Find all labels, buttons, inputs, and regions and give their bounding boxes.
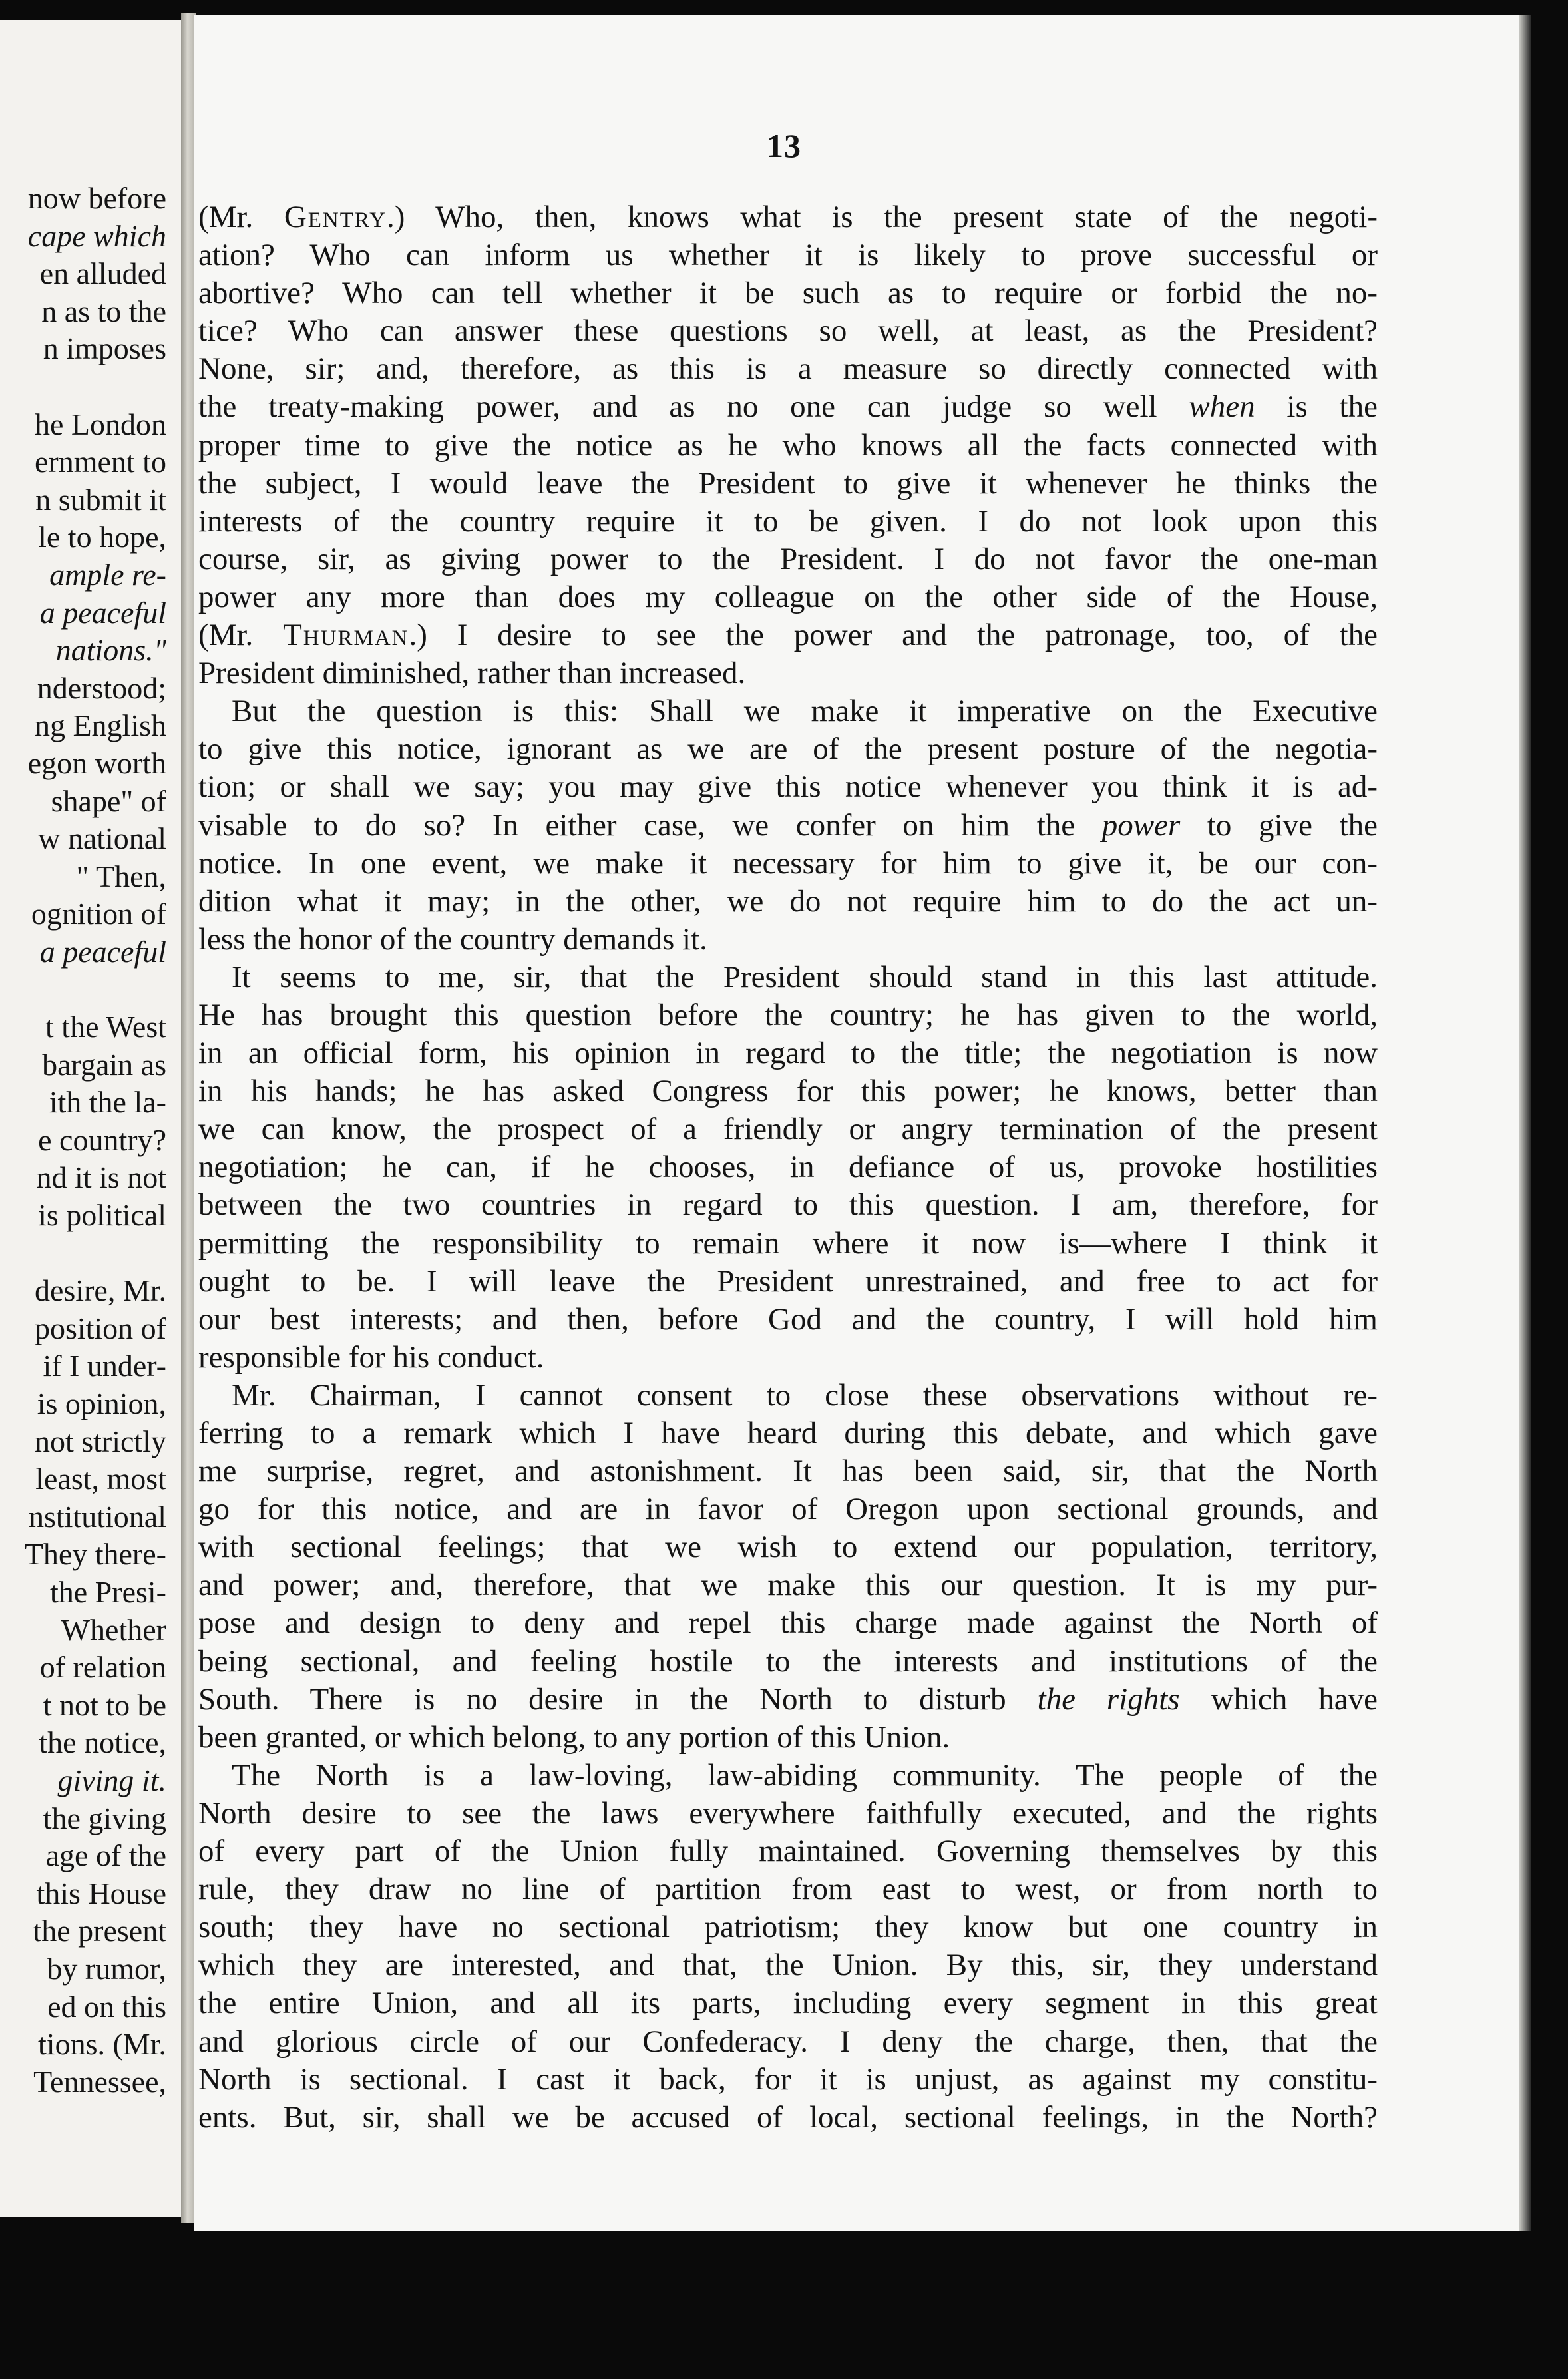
text-line: notice. In one event, we make it necessary for him to give it, be our con- <box>198 845 1378 881</box>
facing-page-line: the notice, <box>39 1725 166 1760</box>
text-line: The North is a law-loving, law-abiding community. The people of the <box>232 1757 1378 1793</box>
text-line: our best interests; and then, before God and the country, I will hold him <box>198 1301 1378 1337</box>
text-line: But the question is this: Shall we make it imperative on the Executive <box>232 694 1378 729</box>
facing-page-line: " Then, <box>76 859 166 893</box>
text-line: less the honor of the country demands it. <box>198 921 707 957</box>
text-line: visable to do so? In either case, we confer on him the power to give the <box>198 807 1378 843</box>
text-line: President diminished, rather than increased. <box>198 656 746 691</box>
text-line: in an official form, his opinion in regard to the title; the negotiation is now <box>198 1036 1378 1071</box>
facing-page-line: t not to be <box>43 1687 166 1722</box>
text-line: power any more than does my colleague on the other side of the House, <box>198 579 1378 614</box>
facing-page-line: not strictly <box>34 1424 166 1458</box>
text-line: the treaty-making power, and as no one can judge so well when is the <box>198 389 1378 425</box>
facing-page-line: of relation <box>39 1650 166 1685</box>
facing-page-line: is opinion, <box>37 1387 166 1420</box>
text-line: in his hands; he has asked Congress for this power; he knows, better than <box>198 1074 1378 1109</box>
facing-page-line: cape which <box>27 218 166 253</box>
facing-page-line: n imposes <box>43 331 166 366</box>
text-line: ents. But, sir, shall we be accused of local, sectional feelings, in the North? <box>198 2099 1378 2135</box>
text-line: and glorious circle of our Confederacy. I deny the charge, then, that the <box>198 2024 1378 2059</box>
facing-page-line: this House <box>36 1876 166 1910</box>
text-line: proper time to give the notice as he who knows all the facts connected with <box>198 427 1378 463</box>
text-line: me surprise, regret, and astonishment. It has been said, sir, that the North <box>198 1454 1378 1489</box>
text-line: the entire Union, and all its parts, including every segment in this great <box>198 1986 1378 2021</box>
text-line: with sectional feelings; that we wish to extend our population, territory, <box>198 1530 1378 1565</box>
facing-page-line: egon worth <box>27 746 166 780</box>
facing-page-line: t the West <box>45 1010 166 1044</box>
facing-page-line: nstitutional <box>29 1499 166 1534</box>
facing-page-line: the present <box>33 1914 166 1948</box>
text-line: south; they have no sectional patriotism; they know but one country in <box>198 1910 1378 1945</box>
facing-page-line: if I under- <box>43 1349 166 1383</box>
facing-page-line: n submit it <box>35 482 166 517</box>
facing-page-line: ample re- <box>49 557 166 592</box>
facing-page-line: bargain as <box>42 1047 166 1082</box>
facing-page-line: They there- <box>24 1537 166 1572</box>
facing-page-line: e country? <box>38 1122 166 1157</box>
book-spine <box>181 13 196 2223</box>
text-line: being sectional, and feeling hostile to the interests and institutions of the <box>198 1643 1378 1679</box>
text-line: been granted, or which belong, to any portion of this Union. <box>198 1719 950 1755</box>
text-line: (Mr. Gentry.) Who, then, knows what is the present state of the negoti- <box>198 200 1378 234</box>
facing-page-line: tions. (Mr. <box>38 2027 166 2061</box>
facing-page-line: ed on this <box>47 1989 166 2024</box>
facing-page-line: a peaceful <box>39 934 166 969</box>
text-line: Mr. Chairman, I cannot consent to close these observations without re- <box>232 1377 1378 1412</box>
text-line: None, sir; and, therefore, as this is a measure so directly connected with <box>198 351 1378 387</box>
text-line: pose and design to deny and repel this charge made against the North of <box>198 1606 1378 1641</box>
text-line: North is sectional. I cast it back, for it is unjust, as against my constitu- <box>198 2061 1378 2097</box>
facing-page-line: Tennessee, <box>33 2064 166 2099</box>
text-line: we can know, the prospect of a friendly or angry termination of the present <box>198 1112 1378 1147</box>
facing-page-line: n as to the <box>41 294 166 328</box>
text-line: ferring to a remark which I have heard during this debate, and which gave <box>198 1416 1378 1450</box>
facing-page-line: le to hope, <box>38 520 166 554</box>
facing-page-left <box>0 20 186 2217</box>
text-line: course, sir, as giving power to the President. I do not favor the one-man <box>198 541 1378 576</box>
facing-page-line <box>0 971 166 1008</box>
text-line: rule, they draw no line of partition from east to west, or from north to <box>198 1872 1378 1907</box>
facing-page-line: nd it is not <box>36 1160 166 1195</box>
text-line: South. There is no desire in the North to disturb the rights which have <box>198 1681 1378 1717</box>
facing-page-text <box>0 180 166 2101</box>
text-line: He has brought this question before the country; he has given to the world, <box>198 997 1378 1032</box>
facing-page-line: by rumor, <box>47 1951 166 1986</box>
text-line: tion; or shall we say; you may give this notice whenever you think it is ad- <box>198 769 1378 805</box>
text-line: interests of the country require it to be given. I do not look upon this <box>198 503 1378 539</box>
text-line: go for this notice, and are in favor of Oregon upon sectional grounds, and <box>198 1492 1378 1527</box>
facing-page-line: ernment to <box>35 445 166 479</box>
text-line: tice? Who can answer these questions so well, at least, as the President? <box>198 314 1378 349</box>
page-edge-shadow <box>1519 15 1531 2231</box>
facing-page-line: ognition of <box>31 897 166 931</box>
facing-page-line: nations." <box>55 633 166 668</box>
text-line: responsible for his conduct. <box>198 1339 544 1375</box>
facing-page-line: the giving <box>43 1801 166 1835</box>
facing-page-line: the Presi- <box>49 1574 166 1609</box>
facing-page-line: shape" of <box>51 783 166 818</box>
facing-page-line: a peaceful <box>39 595 166 630</box>
text-line: permitting the responsibility to remain where it now is—where I think it <box>198 1225 1378 1261</box>
facing-page-line: least, most <box>35 1462 166 1496</box>
facing-page-line: now before <box>27 181 166 215</box>
facing-page-line: ng English <box>34 708 166 743</box>
text-line: dition what it may; in the other, we do not require him to do the act un- <box>198 883 1378 919</box>
facing-page-line: position of <box>34 1311 166 1345</box>
facing-page-line <box>0 368 166 406</box>
facing-page-line: en alluded <box>39 256 166 291</box>
page-number: 13 <box>767 127 801 164</box>
text-line: of every part of the Union fully maintained. Governing themselves by this <box>198 1834 1378 1869</box>
facing-page-line: w national <box>38 821 166 856</box>
text-line: (Mr. Thurman.) I desire to see the power and the patronage, too, of the <box>198 618 1378 653</box>
facing-page-line: is political <box>38 1198 166 1233</box>
text-line: the subject, I would leave the President to give it whenever he thinks the <box>198 465 1378 501</box>
facing-page-line: age of the <box>45 1838 166 1873</box>
facing-page-line: he London <box>34 407 166 441</box>
text-line: ation? Who can inform us whether it is likely to prove successful or <box>198 238 1378 273</box>
text-line: ought to be. I will leave the President unrestrained, and free to act for <box>198 1263 1378 1299</box>
text-line: and power; and, therefore, that we make this our question. It is my pur- <box>198 1568 1378 1603</box>
facing-page-line: giving it. <box>57 1763 166 1797</box>
text-line: negotiation; he can, if he chooses, in defiance of us, provoke hostilities <box>198 1150 1378 1185</box>
facing-page-line: desire, Mr. <box>34 1273 166 1308</box>
facing-page-line: nderstood; <box>37 670 166 705</box>
text-line: between the two countries in regard to this question. I am, therefore, for <box>198 1188 1378 1223</box>
text-line: abortive? Who can tell whether it be such as to require or forbid the no- <box>198 276 1378 311</box>
text-line: It seems to me, sir, that the President should stand in this last attitude. <box>232 959 1378 994</box>
body-text <box>198 198 1378 2137</box>
facing-page-line: ith the la- <box>49 1085 166 1120</box>
facing-page-line <box>0 1235 166 1273</box>
text-line: which they are interested, and that, the Union. By this, sir, they understand <box>198 1948 1378 1983</box>
text-line: to give this notice, ignorant as we are of the present posture of the negotia- <box>198 732 1378 767</box>
facing-page-line: Whether <box>61 1612 166 1647</box>
text-line: North desire to see the laws everywhere faithfully executed, and the rights <box>198 1795 1378 1831</box>
